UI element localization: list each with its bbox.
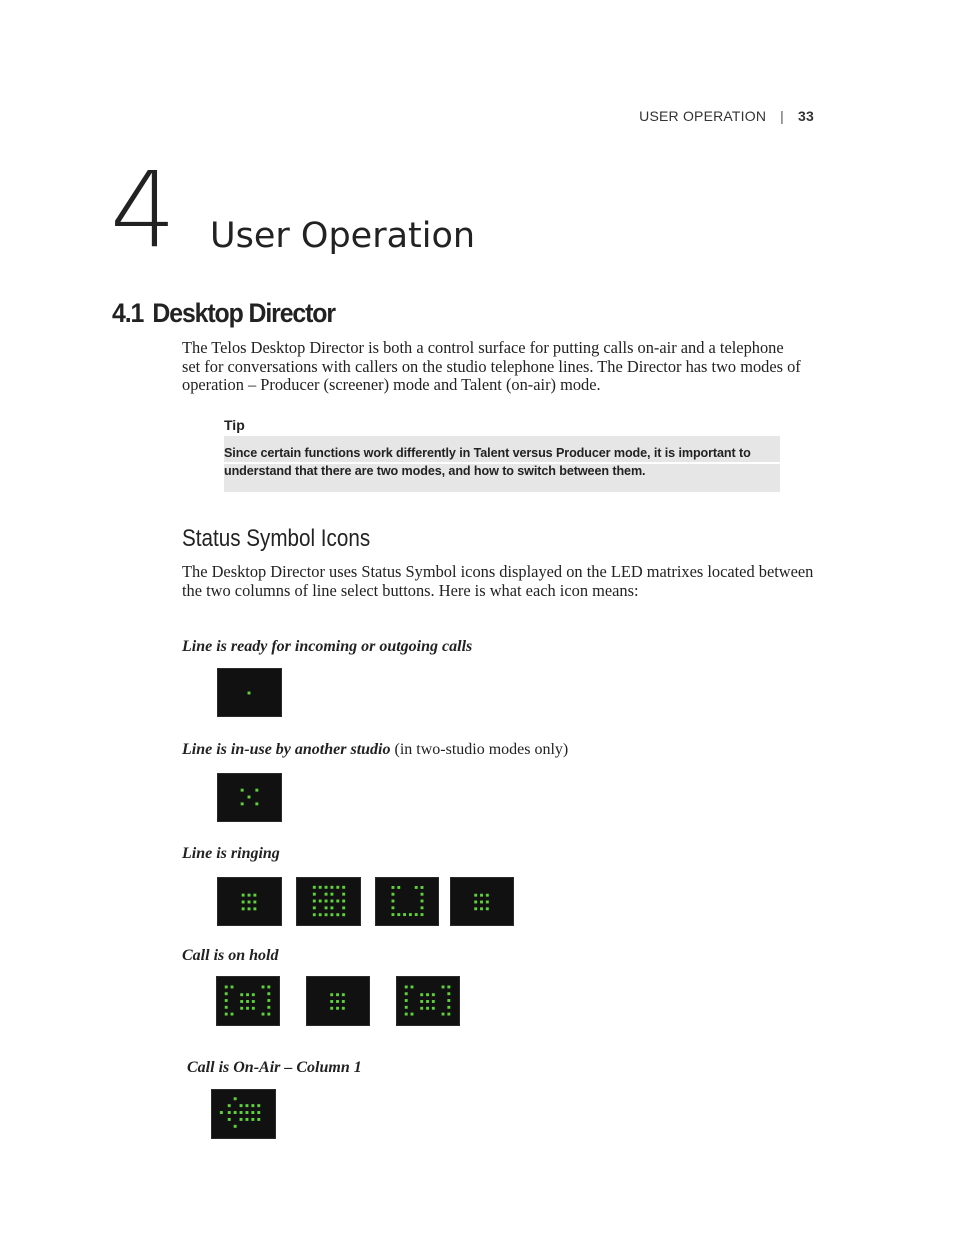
running-header bbox=[639, 108, 814, 124]
led-icon-ringing-1 bbox=[217, 877, 282, 926]
caption-note: (in two-studio modes only) bbox=[390, 741, 569, 758]
led-icon-ringing-4 bbox=[450, 877, 514, 926]
intro-paragraph bbox=[182, 339, 818, 395]
caption-text: Call is On-Air – Column 1 bbox=[187, 1059, 362, 1076]
led-icon-hold-3 bbox=[396, 976, 460, 1026]
led-matrix bbox=[218, 669, 281, 716]
header-separator: | bbox=[780, 108, 785, 124]
led-matrix bbox=[217, 977, 279, 1025]
led-matrix bbox=[212, 1090, 275, 1138]
led-matrix bbox=[307, 977, 369, 1025]
chapter-title: User Operation bbox=[210, 216, 476, 256]
section-title: Desktop Director bbox=[152, 298, 335, 328]
led-icon-on-air-column-1 bbox=[211, 1089, 276, 1139]
subsection-heading: Status Symbol Icons bbox=[182, 525, 371, 552]
subsection-line: the two columns of line select buttons. Here is what each icon means: bbox=[182, 580, 639, 600]
led-matrix bbox=[218, 878, 281, 925]
tip-label: Tip bbox=[224, 417, 245, 433]
intro-line: operation – Producer (screener) mode and Talent (on-air) mode. bbox=[182, 375, 601, 394]
caption-text: Line is ready for incoming or outgoing calls bbox=[182, 638, 473, 655]
led-icon-ringing-2 bbox=[296, 877, 361, 926]
led-icon-in-use bbox=[217, 773, 282, 822]
led-icon-hold-1 bbox=[216, 976, 280, 1026]
section-number: 4.1 bbox=[112, 298, 144, 328]
icon-caption-ready bbox=[182, 638, 472, 656]
led-matrix bbox=[297, 878, 360, 925]
led-icon-hold-2 bbox=[306, 976, 370, 1026]
tip-box bbox=[224, 436, 780, 492]
intro-line: The Telos Desktop Director is both a control surface for putting calls on-air and a telephone bbox=[182, 338, 784, 357]
icon-caption-on-air bbox=[187, 1059, 362, 1077]
tip-line: Since certain functions work differently in Talent versus Producer mode, it is important to bbox=[224, 446, 751, 460]
led-matrix bbox=[397, 977, 459, 1025]
subsection-paragraph bbox=[182, 563, 818, 600]
led-icon-ringing-3 bbox=[375, 877, 439, 926]
intro-line: set for conversations with callers on the studio telephone lines. The Director has two modes of bbox=[182, 356, 801, 376]
icon-caption-ringing bbox=[182, 845, 280, 863]
icon-caption-in-use bbox=[182, 741, 568, 759]
caption-text: Line is ringing bbox=[182, 845, 280, 862]
subsection-line: The Desktop Director uses Status Symbol icons displayed on the LED matrixes located between bbox=[182, 562, 814, 581]
tip-line: understand that there are two modes, and how to switch between them. bbox=[224, 464, 646, 478]
caption-text: Line is in-use by another studio bbox=[182, 741, 391, 758]
caption-text: Call is on hold bbox=[182, 947, 279, 964]
header-section-name: USER OPERATION bbox=[639, 108, 767, 124]
section-heading bbox=[112, 298, 335, 329]
icon-caption-on-hold bbox=[182, 947, 278, 965]
led-dot bbox=[248, 692, 251, 695]
led-matrix bbox=[376, 878, 438, 925]
page-number: 33 bbox=[798, 108, 814, 124]
led-icon-ready bbox=[217, 668, 282, 717]
led-matrix bbox=[451, 878, 513, 925]
chapter-number: 4 bbox=[110, 149, 177, 271]
led-matrix bbox=[218, 774, 281, 821]
